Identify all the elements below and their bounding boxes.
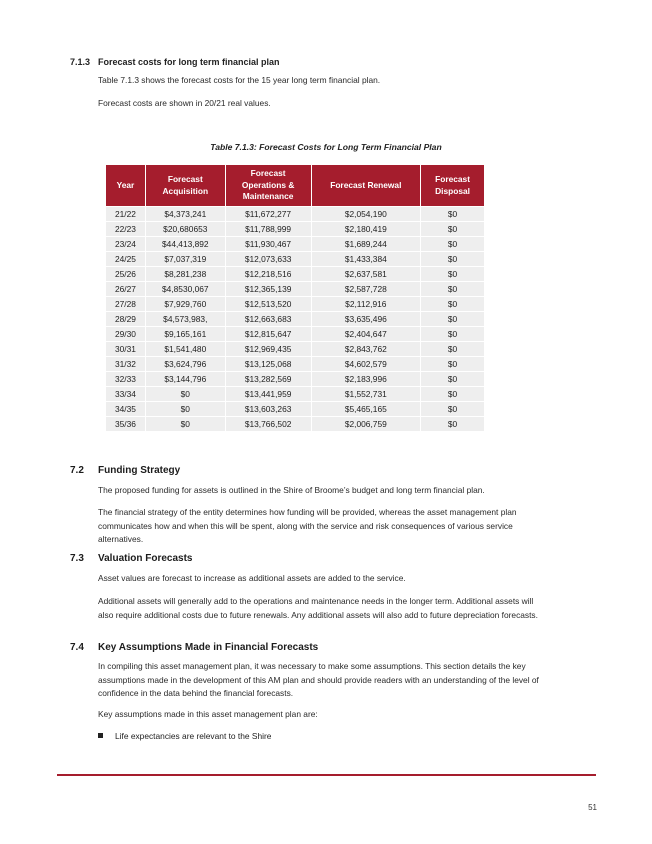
cell-disposal: $0 bbox=[421, 357, 485, 372]
cell-renewal: $1,689,244 bbox=[311, 237, 421, 252]
list-item bbox=[98, 731, 271, 741]
cell-disposal: $0 bbox=[421, 297, 485, 312]
cell-year: 28/29 bbox=[106, 312, 146, 327]
cell-operations: $12,663,683 bbox=[225, 312, 311, 327]
cell-disposal: $0 bbox=[421, 387, 485, 402]
table-body bbox=[106, 207, 485, 432]
section-7-1-3-heading bbox=[70, 57, 280, 67]
cell-disposal: $0 bbox=[421, 372, 485, 387]
cell-acquisition: $0 bbox=[145, 387, 225, 402]
table-row bbox=[106, 207, 485, 222]
bullet-square-icon bbox=[98, 733, 103, 738]
section-number: 7.2 bbox=[70, 465, 84, 476]
cell-year: 30/31 bbox=[106, 342, 146, 357]
cell-acquisition: $4,373,241 bbox=[145, 207, 225, 222]
cell-acquisition: $8,281,238 bbox=[145, 267, 225, 282]
header-renewal: Forecast Renewal bbox=[311, 165, 421, 207]
footer-rule bbox=[57, 774, 596, 776]
table-row bbox=[106, 267, 485, 282]
cell-renewal: $2,180,419 bbox=[311, 222, 421, 237]
cell-acquisition: $20,680653 bbox=[145, 222, 225, 237]
cell-disposal: $0 bbox=[421, 207, 485, 222]
cell-disposal: $0 bbox=[421, 222, 485, 237]
header-operations-maintenance: Forecast Operations & Maintenance bbox=[225, 165, 311, 207]
cell-year: 25/26 bbox=[106, 267, 146, 282]
cell-year: 29/30 bbox=[106, 327, 146, 342]
section-title: Valuation Forecasts bbox=[98, 553, 193, 564]
table-row bbox=[106, 372, 485, 387]
cell-operations: $13,603,263 bbox=[225, 402, 311, 417]
cell-acquisition: $9,165,161 bbox=[145, 327, 225, 342]
list-item-text: Life expectancies are relevant to the Shire bbox=[115, 731, 272, 741]
cell-year: 23/24 bbox=[106, 237, 146, 252]
forecast-costs-table bbox=[105, 164, 485, 432]
cell-acquisition: $7,037,319 bbox=[145, 252, 225, 267]
cell-disposal: $0 bbox=[421, 327, 485, 342]
cell-year: 35/36 bbox=[106, 417, 146, 432]
table-header-row bbox=[106, 165, 485, 207]
paragraph: Additional assets will generally add to the operations and maintenance needs in the longer term. Additional assets will also require additional costs due to future renewals. Any additional assets will also add to future depreciation forecasts. bbox=[98, 596, 538, 620]
cell-operations: $12,815,647 bbox=[225, 327, 311, 342]
cell-renewal: $3,635,496 bbox=[311, 312, 421, 327]
cell-operations: $13,125,068 bbox=[225, 357, 311, 372]
cell-operations: $13,282,569 bbox=[225, 372, 311, 387]
paragraph: Key assumptions made in this asset management plan are: bbox=[98, 709, 318, 719]
table-row bbox=[106, 297, 485, 312]
section-7-2-heading bbox=[70, 465, 180, 476]
table-row bbox=[106, 222, 485, 237]
section-title: Forecast costs for long term financial plan bbox=[98, 57, 280, 67]
cell-acquisition: $4,8530,067 bbox=[145, 282, 225, 297]
section-number: 7.4 bbox=[70, 642, 84, 653]
cell-year: 26/27 bbox=[106, 282, 146, 297]
paragraph: The proposed funding for assets is outlined in the Shire of Broome’s budget and long term financial plan. bbox=[98, 485, 485, 495]
table-row bbox=[106, 327, 485, 342]
table-row bbox=[106, 342, 485, 357]
section-7-3-heading bbox=[70, 553, 192, 564]
cell-disposal: $0 bbox=[421, 282, 485, 297]
cell-operations: $12,365,139 bbox=[225, 282, 311, 297]
cell-renewal: $2,054,190 bbox=[311, 207, 421, 222]
table-row bbox=[106, 282, 485, 297]
header-disposal: Forecast Disposal bbox=[421, 165, 485, 207]
paragraph: Asset values are forecast to increase as additional assets are added to the service. bbox=[98, 573, 406, 583]
section-number: 7.1.3 bbox=[70, 57, 91, 67]
cell-operations: $12,073,633 bbox=[225, 252, 311, 267]
section-number: 7.3 bbox=[70, 553, 84, 564]
cell-renewal: $1,433,384 bbox=[311, 252, 421, 267]
cell-renewal: $2,006,759 bbox=[311, 417, 421, 432]
section-7-4-heading bbox=[70, 642, 318, 653]
paragraph: Forecast costs are shown in 20/21 real values. bbox=[98, 98, 271, 108]
cell-operations: $11,672,277 bbox=[225, 207, 311, 222]
cell-renewal: $2,404,647 bbox=[311, 327, 421, 342]
cell-renewal: $2,112,916 bbox=[311, 297, 421, 312]
cell-year: 27/28 bbox=[106, 297, 146, 312]
section-title: Funding Strategy bbox=[98, 465, 181, 476]
header-year: Year bbox=[106, 165, 146, 207]
table-row bbox=[106, 357, 485, 372]
cell-acquisition: $1,541,480 bbox=[145, 342, 225, 357]
cell-renewal: $5,465,165 bbox=[311, 402, 421, 417]
cell-acquisition: $4,573,983, bbox=[145, 312, 225, 327]
cell-renewal: $1,552,731 bbox=[311, 387, 421, 402]
cell-year: 32/33 bbox=[106, 372, 146, 387]
cell-disposal: $0 bbox=[421, 252, 485, 267]
section-title: Key Assumptions Made in Financial Forecasts bbox=[98, 642, 319, 653]
header-acquisition: Forecast Acquisition bbox=[145, 165, 225, 207]
cell-acquisition: $7,929,760 bbox=[145, 297, 225, 312]
table-row bbox=[106, 402, 485, 417]
cell-operations: $11,930,467 bbox=[225, 237, 311, 252]
cell-disposal: $0 bbox=[421, 417, 485, 432]
cell-year: 24/25 bbox=[106, 252, 146, 267]
cell-renewal: $2,843,762 bbox=[311, 342, 421, 357]
cell-year: 22/23 bbox=[106, 222, 146, 237]
cell-year: 34/35 bbox=[106, 402, 146, 417]
cell-operations: $11,788,999 bbox=[225, 222, 311, 237]
cell-acquisition: $3,624,796 bbox=[145, 357, 225, 372]
cell-renewal: $2,637,581 bbox=[311, 267, 421, 282]
cell-disposal: $0 bbox=[421, 342, 485, 357]
cell-disposal: $0 bbox=[421, 402, 485, 417]
cell-operations: $12,513,520 bbox=[225, 297, 311, 312]
cell-operations: $13,441,959 bbox=[225, 387, 311, 402]
cell-disposal: $0 bbox=[421, 267, 485, 282]
page-number: 51 bbox=[588, 803, 597, 812]
paragraph: In compiling this asset management plan, it was necessary to make some assumptions. This section details the key assumptions made in the development of this AM plan and should provide readers with an understanding of the level of confidence in the data behind the financial forecasts. bbox=[98, 661, 539, 698]
cell-operations: $13,766,502 bbox=[225, 417, 311, 432]
paragraph: Table 7.1.3 shows the forecast costs for the 15 year long term financial plan. bbox=[98, 75, 381, 85]
cell-acquisition: $44,413,892 bbox=[145, 237, 225, 252]
paragraph: The financial strategy of the entity determines how funding will be provided, whereas the asset management plan communicates how and when this will be spent, along with the service and risk consequences of various service alternatives. bbox=[98, 507, 517, 544]
cell-year: 33/34 bbox=[106, 387, 146, 402]
cell-renewal: $2,587,728 bbox=[311, 282, 421, 297]
table-row bbox=[106, 237, 485, 252]
cell-operations: $12,969,435 bbox=[225, 342, 311, 357]
cell-year: 31/32 bbox=[106, 357, 146, 372]
table-row bbox=[106, 387, 485, 402]
cell-acquisition: $0 bbox=[145, 402, 225, 417]
cell-year: 21/22 bbox=[106, 207, 146, 222]
cell-acquisition: $3,144,796 bbox=[145, 372, 225, 387]
table-row bbox=[106, 312, 485, 327]
table-row bbox=[106, 417, 485, 432]
table-caption: Table 7.1.3: Forecast Costs for Long Term Financial Plan bbox=[210, 142, 442, 152]
cell-disposal: $0 bbox=[421, 237, 485, 252]
cell-renewal: $4,602,579 bbox=[311, 357, 421, 372]
cell-operations: $12,218,516 bbox=[225, 267, 311, 282]
cell-disposal: $0 bbox=[421, 312, 485, 327]
cell-acquisition: $0 bbox=[145, 417, 225, 432]
cell-renewal: $2,183,996 bbox=[311, 372, 421, 387]
table-row bbox=[106, 252, 485, 267]
